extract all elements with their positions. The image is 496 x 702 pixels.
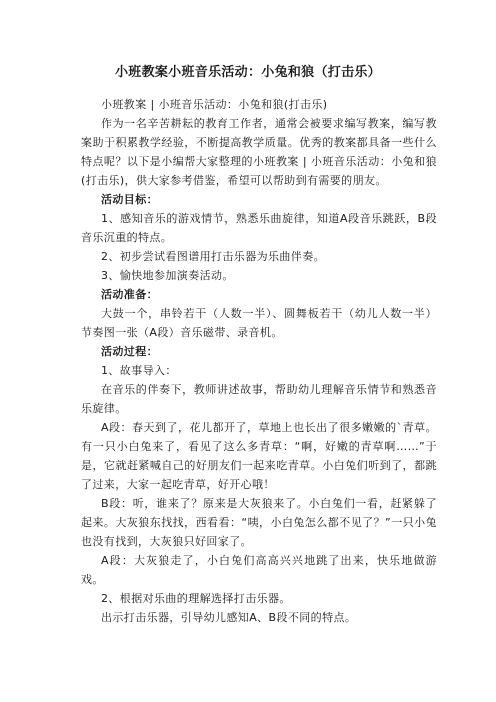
page-title: 小班教案小班音乐活动：小兔和狼（打击乐） — [114, 65, 381, 80]
goal-item-2: 2、初步尝试看图谱用打击乐器为乐曲伴奏。 — [101, 250, 325, 263]
goal-item-1: 1、感知音乐的游戏情节，熟悉乐曲旋律，知道A段音乐跳跃，B段音乐沉重的特点。 — [81, 212, 437, 244]
process-step-2: 2、根据对乐曲的理解选择打击乐器。 — [101, 592, 291, 605]
subtitle-paragraph: 小班教案 | 小班音乐活动：小兔和狼(打击乐) — [101, 98, 328, 111]
section-heading-goals: 活动目标： — [101, 193, 158, 206]
section-heading-process: 活动过程： — [101, 345, 158, 358]
intro-paragraph: 作为一名辛苦耕耘的教育工作者，通常会被要求编写教案，编写教案助于积累教学经验，不断提高教学质量。优秀的教案都具备一些什么特点呢？以下是小编帮大家整理的小班教案 | 小班音乐活动：小兔和狼(打击乐)，供大家参考借鉴，希望可以帮助到有需要的朋友。 — [81, 117, 437, 187]
story-section-a: A段：春天到了，花儿都开了，草地上也长出了很多嫩嫩的`青草。有一只小白兔来了，看见了这么多青草：“啊，好嫩的青草啊……”于是，它就赶紧喊自己的好朋友们一起来吃青草。小白兔们听到了，都跳了过来，大家一起吃青草，好开心哦！ — [81, 421, 437, 491]
story-section-a-reprise: A段：大灰狼走了，小白兔们高高兴兴地跳了出来，快乐地做游戏。 — [81, 554, 437, 586]
process-paragraph: 在音乐的伴奏下，教师讲述故事，帮助幼儿理解音乐情节和熟悉音乐旋律。 — [81, 383, 437, 415]
document-body — [81, 95, 437, 627]
story-section-b: B段：听，谁来了？原来是大灰狼来了。小白兔们一看，赶紧躲了起来。大灰狼东找找，西看看：“咦，小白兔怎么都不见了？”一只小兔也没有找到，大灰狼只好回家了。 — [81, 497, 437, 548]
process-paragraph-2: 出示打击乐器，引导幼儿感知A、B段不同的特点。 — [101, 611, 357, 624]
process-step-1: 1、故事导入： — [101, 364, 177, 377]
preparation-paragraph: 大鼓一个，串铃若干（人数一半）、圆舞板若干（幼儿人数一半）节奏图一张（A段）音乐磁带、录音机。 — [81, 307, 437, 339]
section-heading-preparation: 活动准备： — [101, 288, 158, 301]
goal-item-3: 3、愉快地参加演奏活动。 — [101, 269, 234, 282]
